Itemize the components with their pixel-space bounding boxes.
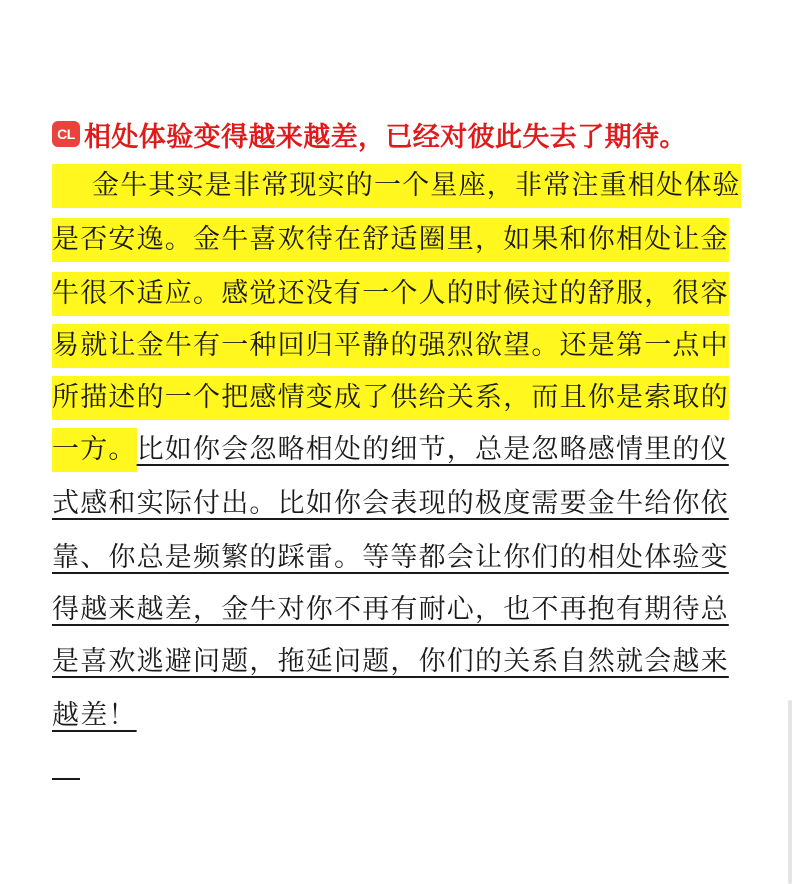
- underlined-text: 得越来越差，金牛对你不再有耐心，也不再抱有期待总: [52, 594, 729, 625]
- paragraph-line-3: [52, 272, 729, 316]
- paragraph-line-6: [52, 428, 729, 472]
- divider-dash: [52, 778, 80, 780]
- paragraph-line-5: [52, 376, 729, 420]
- highlighted-text: 牛很不适应。感觉还没有一个人的时候过的舒服，很容: [52, 272, 729, 316]
- paragraph-line-7: [52, 482, 729, 526]
- paragraph-line-11: [52, 694, 137, 738]
- underlined-text: 是喜欢逃避问题，拖延问题，你们的关系自然就会越来: [52, 646, 729, 677]
- highlighted-text: 易就让金牛有一种回归平静的强烈欲望。还是第一点中: [52, 324, 729, 368]
- paragraph-line-2: [52, 218, 729, 262]
- highlighted-text: 金牛其实是非常现实的一个星座，非常注重相处体验: [52, 164, 741, 208]
- paragraph-line-1: [52, 164, 741, 208]
- scrollbar[interactable]: [788, 700, 792, 884]
- paragraph-line-9: [52, 588, 729, 632]
- underlined-text: 越差！: [52, 700, 137, 731]
- underlined-text: 靠、你总是频繁的踩雷。等等都会让你们的相处体验变: [52, 542, 729, 573]
- paragraph-line-8: [52, 536, 729, 580]
- underlined-text: 比如你会忽略相处的细节，总是忽略感情里的仪: [136, 434, 729, 465]
- highlighted-text: 是否安逸。金牛喜欢待在舒适圈里，如果和你相处让金: [52, 218, 729, 262]
- highlighted-text: 一方。: [52, 428, 137, 472]
- cl-badge-icon: CL: [52, 121, 80, 147]
- underlined-text: 式感和实际付出。比如你会表现的极度需要金牛给你依: [52, 488, 729, 519]
- heading-title: 相处体验变得越来越差，已经对彼此失去了期待。: [84, 121, 687, 153]
- section-heading: [52, 112, 687, 156]
- paragraph-line-10: [52, 640, 729, 684]
- highlighted-text: 所描述的一个把感情变成了供给关系，而且你是索取的: [52, 376, 729, 420]
- paragraph-line-4: [52, 324, 729, 368]
